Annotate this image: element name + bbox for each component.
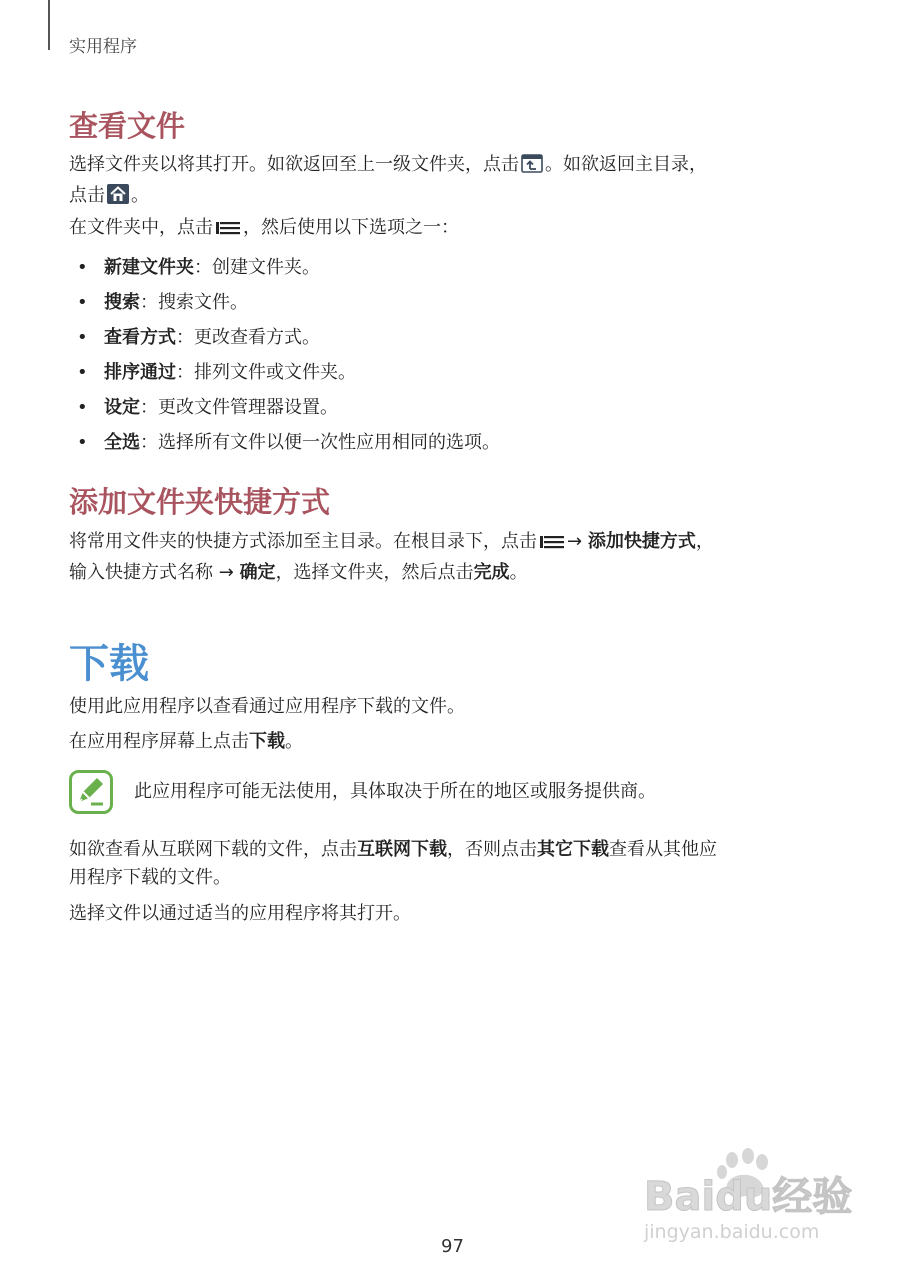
text: 。如欲返回主目录，: [545, 154, 707, 175]
list-item: [77, 359, 837, 394]
text: 用程序下载的文件。: [69, 867, 231, 888]
text-bold: 添加快捷方式: [587, 531, 696, 552]
option-term: 查看方式: [104, 327, 176, 348]
text: 在应用程序屏幕上点击: [69, 731, 249, 752]
watermark-brand: Baidu经验: [644, 1174, 853, 1220]
download-paragraph-3: [69, 836, 839, 892]
list-item: [77, 324, 837, 359]
option-term: 排序通过: [104, 362, 176, 383]
note-text: 此应用程序可能无法使用，具体取决于所在的地区或服务提供商。: [134, 781, 656, 802]
bullet-symbol: •: [77, 327, 88, 348]
text: 。: [509, 562, 528, 583]
text-bold: 完成: [473, 562, 510, 583]
options-list: [77, 254, 837, 464]
text: 在文件夹中，点击: [69, 217, 213, 238]
arrow: →: [567, 531, 583, 552]
text: ，然后使用以下选项之一：: [243, 217, 459, 238]
bullet-symbol: •: [77, 432, 88, 453]
view-files-paragraph-1: [69, 151, 839, 213]
text: 查看从其他应: [609, 839, 717, 860]
menu-icon: [215, 217, 241, 245]
option-desc: ：创建文件夹。: [194, 257, 320, 278]
section-heading-add-shortcut: 添加文件夹快捷方式: [69, 485, 331, 519]
list-item: [77, 289, 837, 324]
option-term: 搜索: [104, 292, 140, 313]
folder-up-icon: [521, 153, 543, 182]
text: 点击: [69, 185, 105, 206]
text: 选择文件夹以将其打开。如欲返回至上一级文件夹，点击: [69, 154, 519, 175]
download-paragraph-4: 选择文件以通过适当的应用程序将其打开。: [69, 903, 411, 924]
download-paragraph-1: 使用此应用程序以查看通过应用程序下载的文件。: [69, 696, 465, 717]
option-term: 全选: [104, 432, 140, 453]
option-desc: ：更改查看方式。: [176, 327, 320, 348]
shortcut-paragraph: [69, 528, 839, 587]
view-files-paragraph-2: [69, 214, 839, 245]
bullet-symbol: •: [77, 292, 88, 313]
bullet-symbol: •: [77, 362, 88, 383]
option-desc: ：搜索文件。: [140, 292, 248, 313]
option-desc: ：排列文件或文件夹。: [176, 362, 356, 383]
option-term: 设定: [104, 397, 140, 418]
list-item: [77, 394, 837, 429]
text-bold: 下载: [249, 731, 285, 752]
home-icon: [107, 184, 129, 213]
list-item: [77, 254, 837, 289]
text-bold: 互联网下载: [357, 839, 447, 860]
list-item: [77, 429, 837, 464]
section-heading-download: 下载: [69, 641, 149, 687]
text: 。: [285, 731, 303, 752]
text-bold: 其它下载: [537, 839, 609, 860]
option-term: 新建文件夹: [104, 257, 194, 278]
text: 。: [131, 185, 149, 206]
running-header: 实用程序: [69, 37, 137, 57]
note-pencil-icon: [69, 770, 113, 814]
arrow: →: [218, 562, 234, 583]
option-desc: ：选择所有文件以便一次性应用相同的选项。: [140, 432, 500, 453]
text: ，选择文件夹，然后点击: [275, 562, 474, 583]
option-desc: ：更改文件管理器设置。: [140, 397, 338, 418]
text: ，: [695, 531, 714, 552]
text: ，否则点击: [447, 839, 537, 860]
bullet-symbol: •: [77, 257, 88, 278]
text-bold: 确定: [239, 562, 276, 583]
download-paragraph-2: [69, 728, 839, 756]
text: 如欲查看从互联网下载的文件，点击: [69, 839, 357, 860]
section-heading-view-files: 查看文件: [69, 109, 186, 143]
baidu-watermark: [640, 1148, 855, 1248]
header-rule: [48, 0, 50, 50]
bullet-symbol: •: [77, 397, 88, 418]
text: 输入快捷方式名称: [69, 562, 213, 583]
watermark-url: jingyan.baidu.com: [644, 1221, 820, 1243]
page-number: 97: [441, 1236, 464, 1257]
menu-icon: [539, 531, 565, 559]
text: 将常用文件夹的快捷方式添加至主目录。在根目录下，点击: [69, 531, 537, 552]
